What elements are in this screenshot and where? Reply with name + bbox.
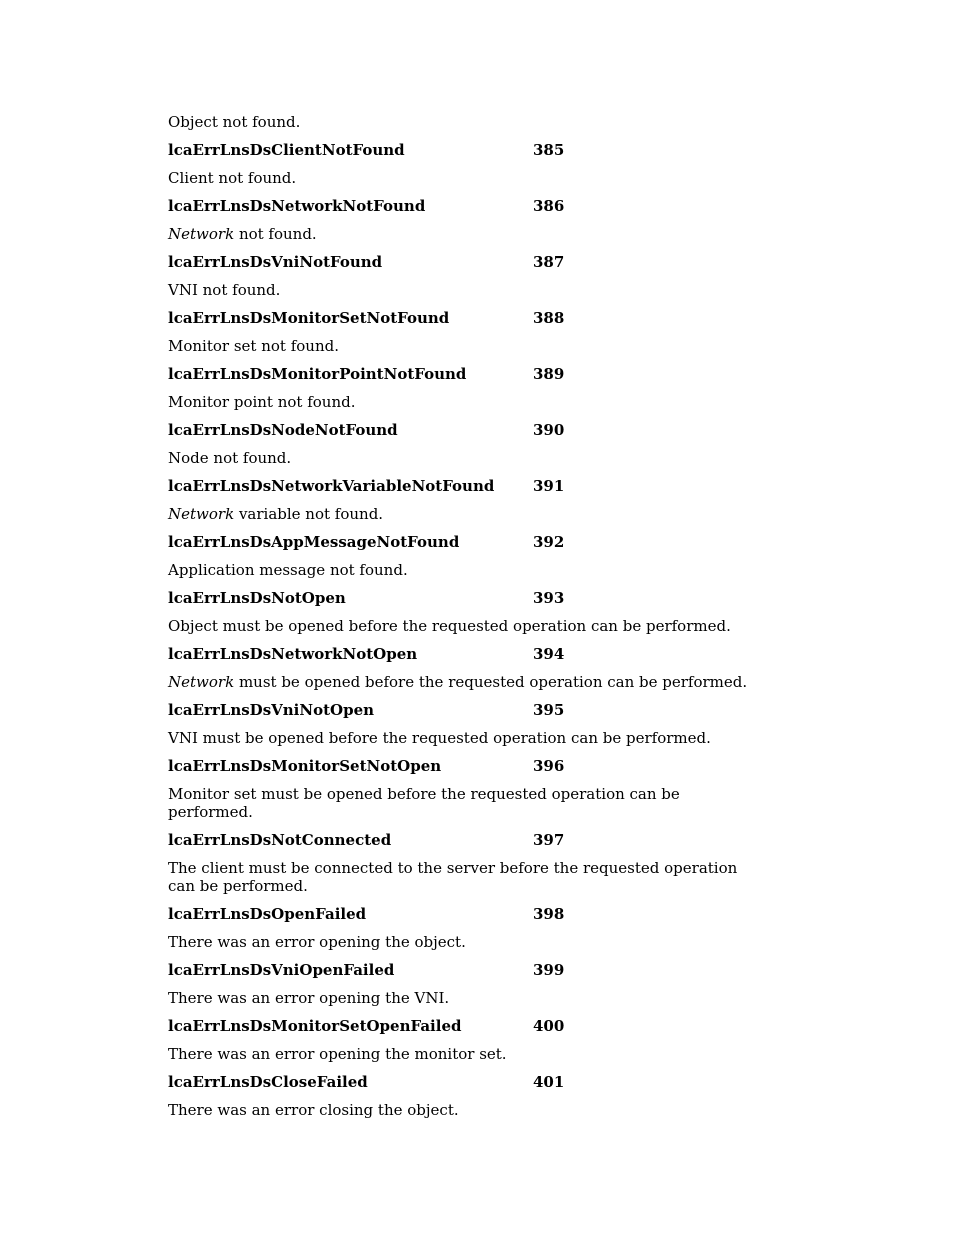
error-code-value: 388 [533, 309, 565, 327]
error-entry-header [168, 533, 768, 551]
error-constant-name: lcaErrLnsDsMonitorSetNotOpen [168, 757, 442, 775]
error-description [168, 393, 768, 411]
error-constant-name: lcaErrLnsDsVniNotFound [168, 253, 383, 271]
error-description [168, 561, 768, 579]
error-code-value: 385 [533, 141, 565, 159]
description-text: Monitor set not found. [168, 337, 339, 355]
description-text: Node not found. [168, 449, 292, 467]
error-description [168, 989, 768, 1007]
description-text: There was an error opening the monitor set. [168, 1045, 507, 1063]
description-text: must be opened before the requested operation can be performed. [234, 673, 748, 691]
description-text: Object must be opened before the requested operation can be performed. [168, 617, 731, 635]
error-description [168, 933, 768, 951]
error-description [168, 617, 768, 635]
error-description [168, 169, 768, 187]
entries-container [168, 141, 768, 1119]
error-entry-header [168, 701, 768, 719]
description-text: Monitor set must be opened before the requested operation can be performed. [168, 785, 680, 821]
error-code-value: 395 [533, 701, 565, 719]
error-code-value: 400 [533, 1017, 565, 1035]
error-entry-header [168, 365, 768, 383]
error-entry-header [168, 1073, 768, 1091]
error-description [168, 337, 768, 355]
error-entry-header [168, 477, 768, 495]
error-description [168, 505, 768, 523]
error-constant-name: lcaErrLnsDsNetworkVariableNotFound [168, 477, 495, 495]
error-constant-name: lcaErrLnsDsNetworkNotFound [168, 197, 426, 215]
error-entry-header [168, 309, 768, 327]
error-entry-header [168, 645, 768, 663]
error-code-value: 396 [533, 757, 565, 775]
description-text: There was an error opening the object. [168, 933, 466, 951]
error-entry-header [168, 961, 768, 979]
description-text: Application message not found. [168, 561, 408, 579]
error-entry-header [168, 253, 768, 271]
error-description [168, 859, 768, 895]
error-entry-header [168, 197, 768, 215]
description-text: Client not found. [168, 169, 297, 187]
error-code-value: 393 [533, 589, 565, 607]
error-constant-name: lcaErrLnsDsVniNotOpen [168, 701, 375, 719]
error-constant-name: lcaErrLnsDsNetworkNotOpen [168, 645, 418, 663]
description-text: variable not found. [234, 505, 384, 523]
error-description [168, 1101, 768, 1119]
error-constant-name: lcaErrLnsDsMonitorSetOpenFailed [168, 1017, 462, 1035]
error-code-list [168, 113, 768, 1129]
error-description [168, 1045, 768, 1063]
error-code-value: 391 [533, 477, 565, 495]
intro-description: Object not found. [168, 113, 301, 131]
error-constant-name: lcaErrLnsDsCloseFailed [168, 1073, 368, 1091]
error-entry-header [168, 757, 768, 775]
error-description [168, 225, 768, 243]
error-entry-header [168, 589, 768, 607]
error-code-value: 398 [533, 905, 565, 923]
error-description [168, 785, 768, 821]
description-text: There was an error opening the VNI. [168, 989, 450, 1007]
error-entry-header [168, 1017, 768, 1035]
error-entry-header [168, 421, 768, 439]
description-text: Monitor point not found. [168, 393, 356, 411]
error-entry-header [168, 831, 768, 849]
description-text: VNI must be opened before the requested operation can be performed. [168, 729, 711, 747]
error-description [168, 729, 768, 747]
error-constant-name: lcaErrLnsDsNotConnected [168, 831, 392, 849]
description-text: not found. [234, 225, 317, 243]
error-entry-header [168, 141, 768, 159]
error-constant-name: lcaErrLnsDsVniOpenFailed [168, 961, 395, 979]
error-code-value: 394 [533, 645, 565, 663]
error-code-value: 387 [533, 253, 565, 271]
error-code-value: 386 [533, 197, 565, 215]
error-constant-name: lcaErrLnsDsNodeNotFound [168, 421, 398, 439]
description-text: The client must be connected to the server before the requested operation can be performed. [168, 859, 738, 895]
error-constant-name: lcaErrLnsDsAppMessageNotFound [168, 533, 460, 551]
error-code-value: 399 [533, 961, 565, 979]
error-description [168, 281, 768, 299]
error-constant-name: lcaErrLnsDsOpenFailed [168, 905, 367, 923]
error-constant-name: lcaErrLnsDsMonitorPointNotFound [168, 365, 467, 383]
description-emphasis: Network [168, 225, 235, 243]
error-code-value: 397 [533, 831, 565, 849]
description-text: There was an error closing the object. [168, 1101, 459, 1119]
error-constant-name: lcaErrLnsDsClientNotFound [168, 141, 405, 159]
error-code-value: 392 [533, 533, 565, 551]
description-emphasis: Network [168, 505, 235, 523]
error-description [168, 673, 768, 691]
error-entry-header [168, 905, 768, 923]
error-code-value: 389 [533, 365, 565, 383]
error-code-value: 390 [533, 421, 565, 439]
error-description [168, 449, 768, 467]
error-constant-name: lcaErrLnsDsNotOpen [168, 589, 346, 607]
description-emphasis: Network [168, 673, 235, 691]
error-constant-name: lcaErrLnsDsMonitorSetNotFound [168, 309, 450, 327]
error-code-value: 401 [533, 1073, 565, 1091]
description-text: VNI not found. [168, 281, 281, 299]
